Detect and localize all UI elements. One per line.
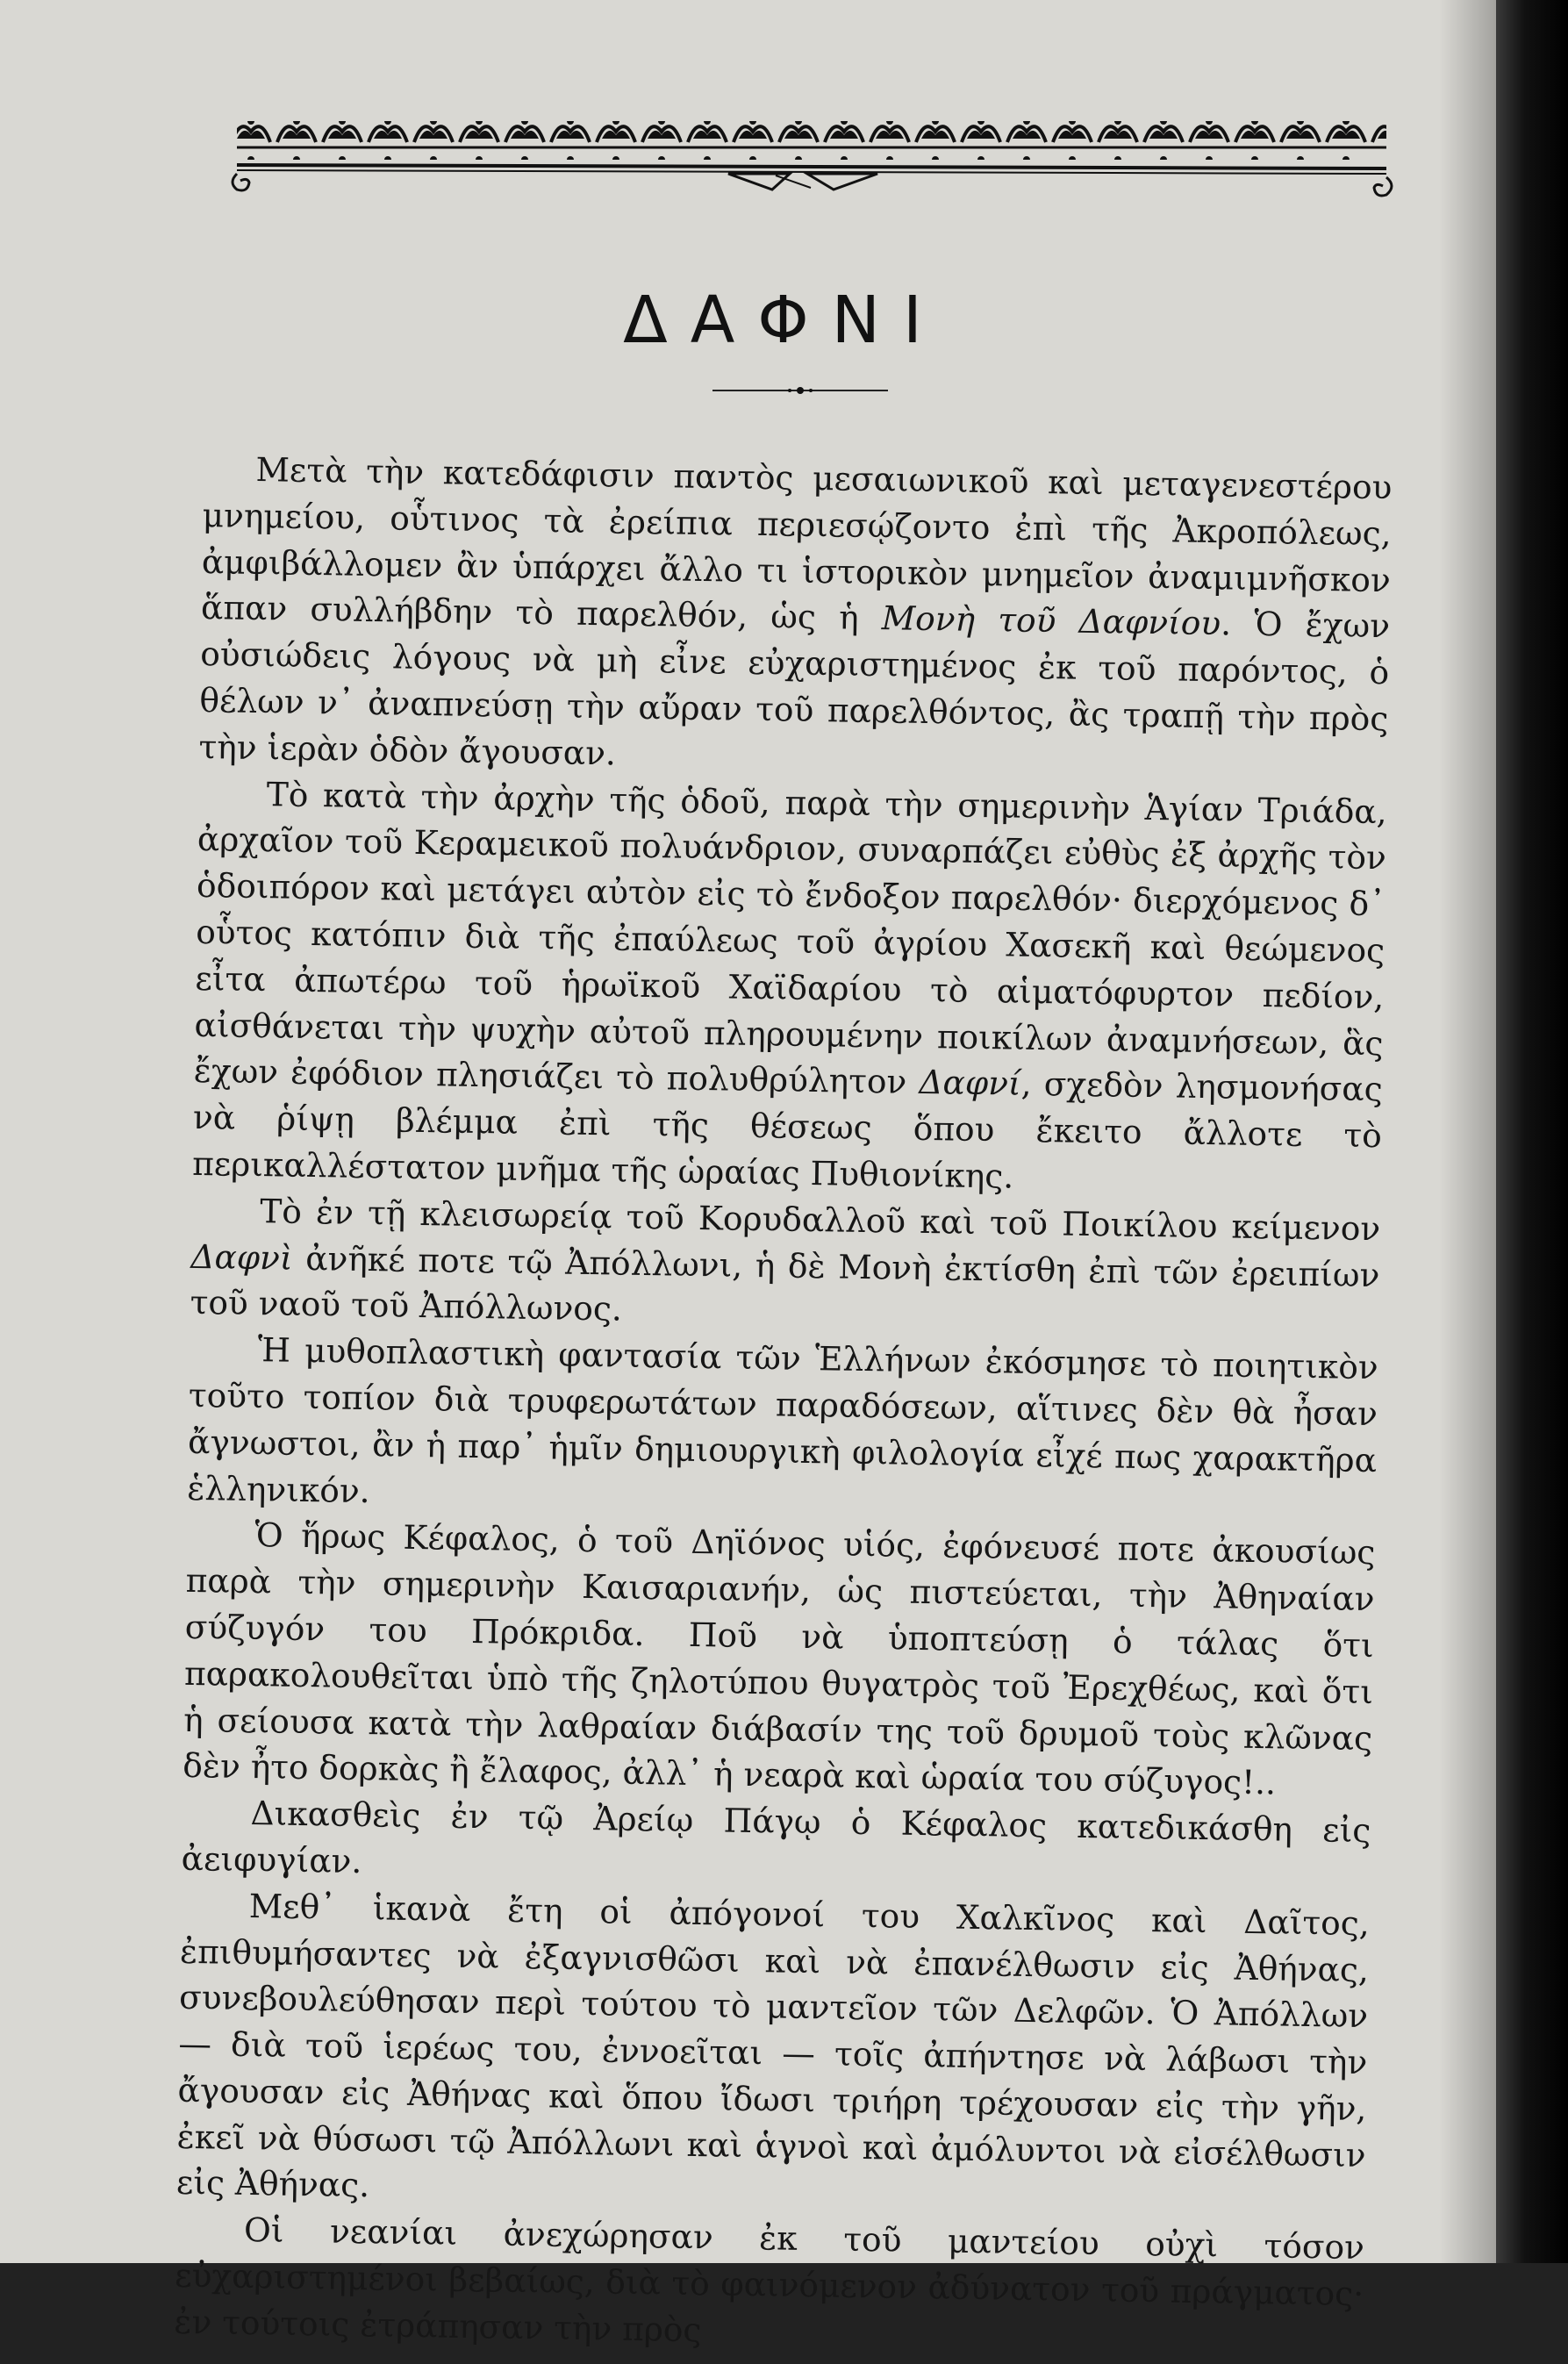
paragraph: Ὁ ἥρως Κέφαλος, ὁ τοῦ Δηϊόνος υἱός, ἐφόνευσέ ποτε ἀκουσίως παρὰ τὴν σημερινὴν Καισαριανήν, ὡς πιστεύεται, τὴν Ἀθηναίαν σύζυγόν του Πρόκριδα. Ποῦ νὰ ὑποπτεύσῃ ὁ τάλας ὅτι παρακολουθεῖται ὑπὸ τῆς ζηλοτύπου θυγατρὸς τοῦ Ἐρεχθέως, καὶ ὅτι ἡ σείουσα κατὰ τὴν λαθραίαν διάβασίν της τοῦ δρυμοῦ τοὺς κλῶνας δὲν ἦτο δορκὰς ἢ ἔλαφος, ἀλλ᾽ ἡ νεαρὰ καὶ ὡραία του σύζυγος!..	[183, 1515, 1376, 1802]
body-text	[174, 446, 1393, 2364]
page-gutter-shadow	[1439, 0, 1496, 2263]
paragraph: Δικασθεὶς ἐν τῷ Ἀρείῳ Πάγῳ ὁ Κέφαλος κατεδικάσθη εἰς ἀειφυγίαν.	[181, 1794, 1371, 1880]
decorative-header-ornament	[228, 112, 1395, 209]
paragraph: Ἡ μυθοπλαστικὴ φαντασία τῶν Ἑλλήνων ἐκόσμησε τὸ ποιητικὸν τοῦτο τοπίον διὰ τρυφερωτάτων παραδόσεων, αἵτινες δὲν θὰ ἦσαν ἄγνωστοι, ἂν ἡ παρ᾽ ἡμῖν δημιουργικὴ φιλολογία εἶχέ πως χαρακτῆρα ἑλληνικόν.	[187, 1330, 1379, 1510]
paragraph: Οἱ νεανίαι ἀνεχώρησαν ἐκ τοῦ μαντείου οὐχὶ τόσον εὐχαριστημένοι βεβαίως, διὰ τὸ φαινόμενον ἀδύνατον τοῦ πράγματος· ἐν τούτοις ἐτράπησαν τὴν πρὸς	[174, 2210, 1365, 2350]
title-divider	[712, 386, 888, 395]
paragraph: Μετὰ τὴν κατεδάφισιν παντὸς μεσαιωνικοῦ καὶ μεταγενεστέρου μνημείου, οὗτινος τὰ ἐρείπια περιεσῴζοντο ἐπὶ τῆς Ἀκροπόλεως, ἀμφιβάλλομεν ἂν ὑπάρχει ἄλλο τι ἱστορικὸν μνημεῖον ἀναμιμνῆσκον ἅπαν συλλήβδην τὸ παρελθόν, ὡς ἡ Μονὴ τοῦ Δαφνίου. Ὁ ἔχων οὐσιώδεις λόγους νὰ μὴ εἶνε εὐχαριστημένος ἐκ τοῦ παρόντος, ὁ θέλων ν᾽ ἀναπνεύσῃ τὴν αὔραν τοῦ παρελθόντος, ἂς τραπῇ τὴν πρὸς τὴν ἱερὰν ὁδὸν ἄγουσαν.	[198, 449, 1393, 773]
page-edge	[1496, 0, 1568, 2263]
paragraph: Τὸ ἐν τῇ κλεισωρείᾳ τοῦ Κορυδαλλοῦ καὶ τοῦ Ποικίλου κείμενον Δαφνὶ ἀνῆκέ ποτε τῷ Ἀπόλλωνι, ἡ δὲ Μονὴ ἐκτίσθη ἐπὶ τῶν ἐρειπίων τοῦ ναοῦ τοῦ Ἀπόλλωνος.	[190, 1191, 1381, 1329]
paragraph: Μεθ᾽ ἱκανὰ ἔτη οἱ ἀπόγονοί του Χαλκῖνος καὶ Δαῖτος, ἐπιθυμήσαντες νὰ ἐξαγνισθῶσι καὶ νὰ ἐπανέλθωσιν εἰς Ἀθήνας, συνεβουλεύθησαν περὶ τούτου τὸ μαντεῖον τῶν Δελφῶν. Ὁ Ἀπόλλων — διὰ τοῦ ἱερέως του, ἐννοεῖται — τοῖς ἀπήντησε νὰ λάβωσι τὴν ἄγουσαν εἰς Ἀθήνας καὶ ὅπου ἴδωσι τριήρη τρέχουσαν εἰς τὴν γῆν, ἐκεῖ νὰ θύσωσι τῷ Ἀπόλλωνι καὶ ἁγνοὶ καὶ ἀμόλυντοι νὰ εἰσέλθωσιν εἰς Ἀθήνας.	[175, 1886, 1371, 2205]
page-title: ΔΑΦΝΙ	[623, 283, 945, 358]
paragraph: Τὸ κατὰ τὴν ἀρχὴν τῆς ὁδοῦ, παρὰ τὴν σημερινὴν Ἁγίαν Τριάδα, ἀρχαῖον τοῦ Κεραμεικοῦ πολυάνδριον, συναρπάζει εὐθὺς ἐξ ἀρχῆς τὸν ὁδοιπόρον καὶ μετάγει αὐτὸν εἰς τὸ ἔνδοξον παρελθόν· διερχόμενος δ᾽ οὗτος κατόπιν διὰ τῆς ἐπαύλεως τοῦ ἀγρίου Χασεκῆ καὶ θεώμενος εἶτα ἀπωτέρω τοῦ ἡρωϊκοῦ Χαϊδαρίου τὸ αἱματόφυρτον πεδίον, αἰσθάνεται τὴν ψυχὴν αὐτοῦ πληρουμένην ποικίλων ἀναμνήσεων, ἃς ἔχων ἐφόδιον πλησιάζει τὸ πολυθρύλητον Δαφνί, σχεδὸν λησμονήσας νὰ ῥίψῃ βλέμμα ἐπὶ τῆς θέσεως ὅπου ἔκειτο ἄλλοτε τὸ περικαλλέστατον μνῆμα τῆς ὡραίας Πυθιονίκης.	[191, 774, 1387, 1196]
